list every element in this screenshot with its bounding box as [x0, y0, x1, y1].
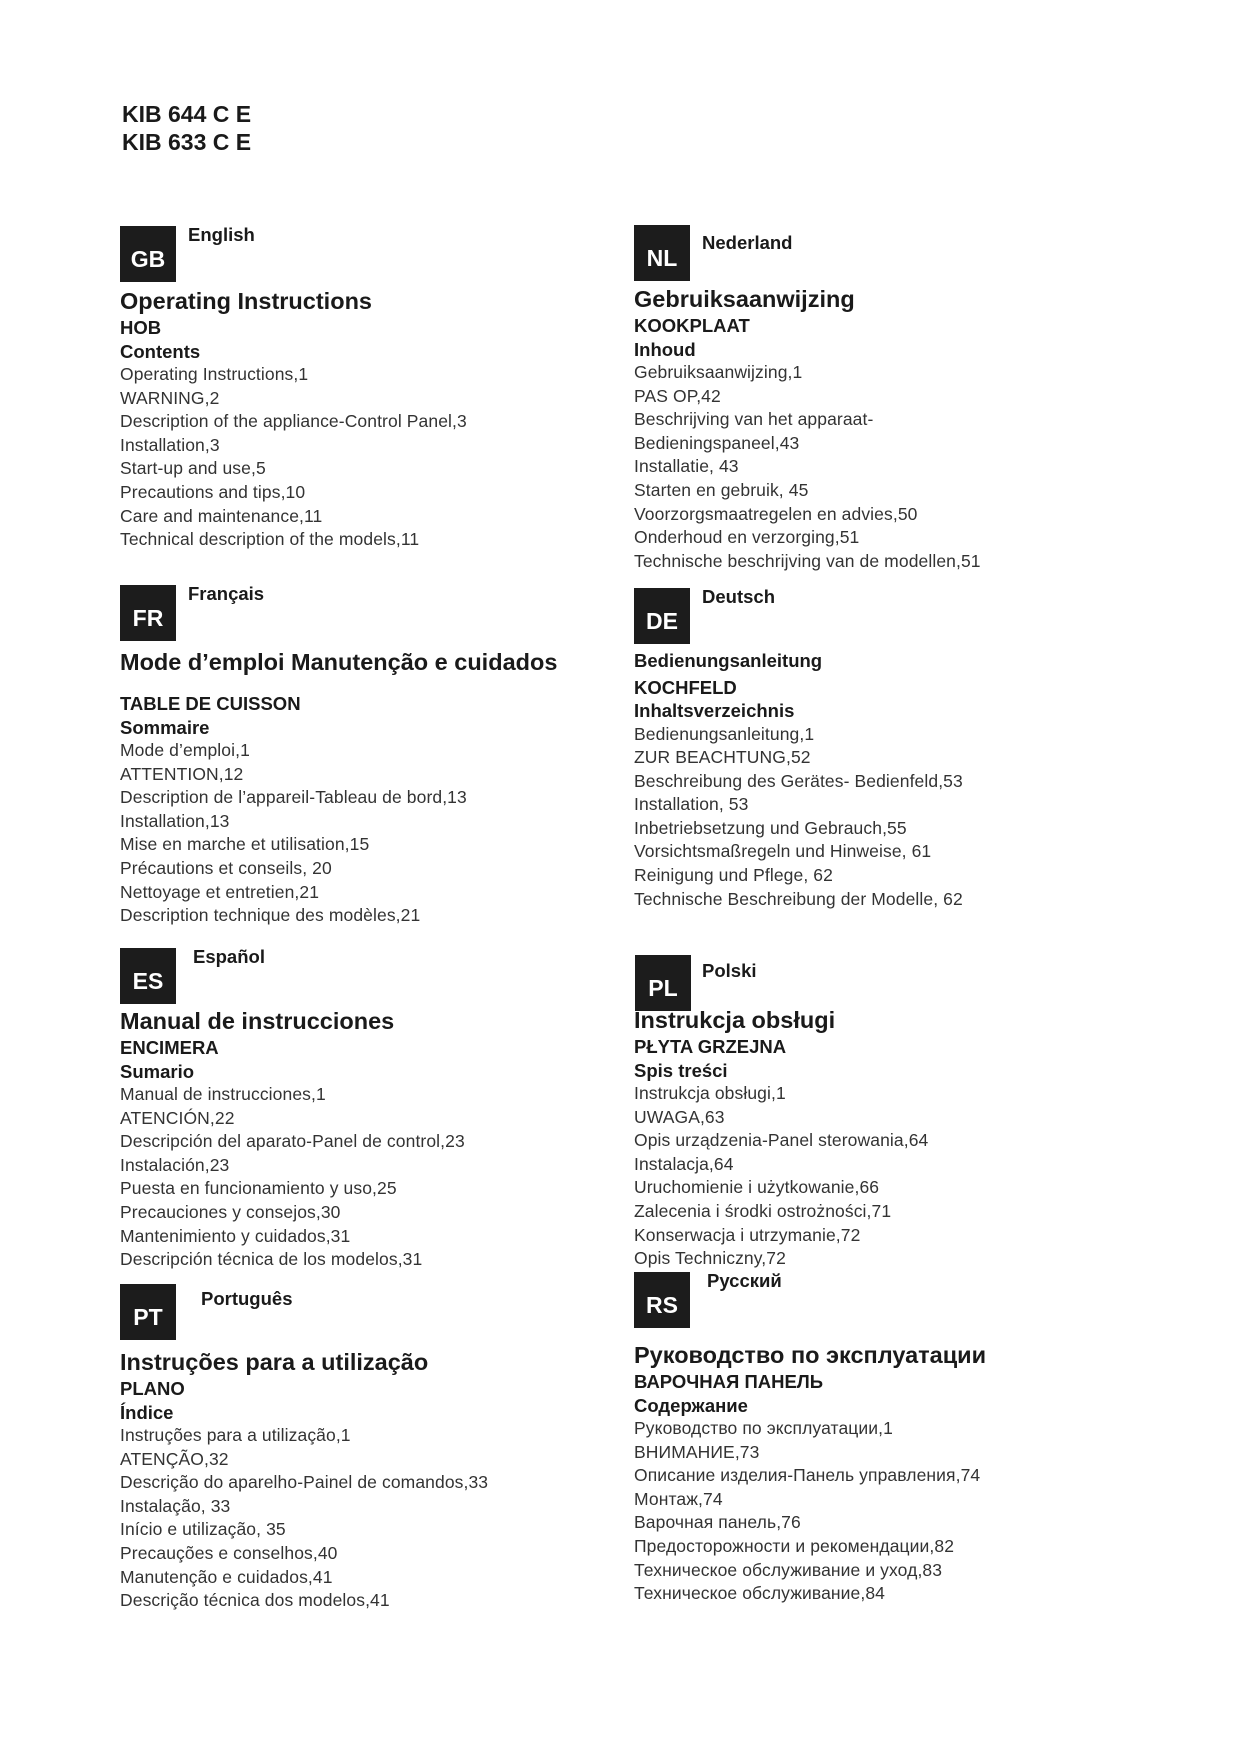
contents-entry: Instruções para a utilização,1: [120, 1425, 351, 1445]
contents-entry: PAS OP,42: [634, 385, 721, 406]
section-body: [120, 1006, 680, 1272]
contents-label: Sumario: [120, 1060, 195, 1082]
contents-entry: Instrukcja obsługi,1: [634, 1083, 786, 1103]
contents-entry: Instalación,23: [120, 1154, 230, 1175]
contents-entry: Installatie, 43: [634, 456, 739, 477]
contents-entry: Uruchomienie i użytkowanie,66: [634, 1177, 880, 1198]
contents-entry: Предосторожности и рекомендации,82: [634, 1535, 955, 1556]
contents-entry: ВНИМАНИЕ,73: [634, 1441, 760, 1462]
section-title: Mode d’emploi Manutenção e cuidados: [120, 649, 558, 675]
contents-entry: ATTENTION,12: [120, 763, 244, 784]
language-name: Deutsch: [702, 586, 775, 607]
contents-entry: Instalação, 33: [120, 1495, 231, 1516]
contents-entry: Descripción del aparato-Panel de control,23: [120, 1131, 465, 1152]
section-subtitle: ENCIMERA: [120, 1037, 219, 1058]
contents-entry: Installation,13: [120, 810, 230, 831]
section-subtitle: TABLE DE CUISSON: [120, 693, 301, 714]
language-code-badge: PL: [635, 955, 691, 1011]
contents-entry: Manutenção e cuidados,41: [120, 1566, 333, 1587]
contents-entry: Описание изделия-Панель управления,74: [634, 1465, 981, 1486]
contents-entry: Description de l’appareil-Tableau de bord,13: [120, 787, 467, 808]
contents-list: [634, 1417, 1194, 1606]
contents-entry: Beschreibung des Gerätes- Bedienfeld,53: [634, 770, 963, 791]
language-name: Português: [201, 1288, 293, 1309]
contents-entry: Bedieningspaneel,43: [634, 432, 800, 453]
contents-entry: Техническое обслуживание и уход,83: [634, 1559, 943, 1580]
contents-entry: Manual de instrucciones,1: [120, 1084, 326, 1104]
contents-entry: Precautions and tips,10: [120, 481, 306, 502]
contents-entry: Descrição técnica dos modelos,41: [120, 1590, 390, 1611]
contents-entry: Descrição do aparelho-Painel de comandos,33: [120, 1472, 489, 1493]
language-code-badge: ES: [120, 948, 176, 1004]
contents-entry: Beschrijving van het apparaat-: [634, 409, 874, 430]
contents-entry: Precauciones y consejos,30: [120, 1201, 341, 1222]
contents-entry: Descripción técnica de los modelos,31: [120, 1249, 423, 1270]
contents-entry: UWAGA,63: [634, 1106, 725, 1127]
contents-list: [634, 723, 1194, 912]
section-title: Gebruiksaanwijzing: [634, 286, 855, 312]
model-number: KIB 644 C E: [122, 101, 252, 127]
contents-entry: Technische Beschreibung der Modelle, 62: [634, 888, 963, 909]
contents-entry: Mantenimiento y cuidados,31: [120, 1225, 351, 1246]
contents-entry: Precauções e conselhos,40: [120, 1542, 338, 1563]
section-title: Instruções para a utilização: [120, 1349, 429, 1375]
contents-list: [120, 739, 680, 928]
section-body: [120, 286, 680, 552]
contents-entry: Technische beschrijving van de modellen,51: [634, 550, 981, 571]
language-name: Français: [188, 583, 265, 604]
contents-entry: Starten en gebruik, 45: [634, 479, 809, 500]
contents-entry: Gebruiksaanwijzing,1: [634, 362, 803, 382]
contents-entry: Opis Techniczny,72: [634, 1248, 786, 1269]
language-name: Polski: [702, 960, 757, 981]
contents-entry: Техническое обслуживание,84: [634, 1583, 886, 1604]
contents-entry: ATENCIÓN,22: [120, 1107, 235, 1128]
contents-entry: Puesta en funcionamiento y uso,25: [120, 1178, 397, 1199]
section-title: Bedienungsanleitung: [634, 650, 823, 671]
contents-entry: Onderhoud en verzorging,51: [634, 527, 860, 548]
contents-entry: Mode d’emploi,1: [120, 740, 250, 760]
language-code-badge: PT: [120, 1284, 176, 1340]
section-body: [634, 1340, 1194, 1606]
contents-entry: Description of the appliance-Control Panel,3: [120, 411, 467, 432]
contents-list: [120, 363, 680, 552]
language-name: Русский: [707, 1270, 782, 1291]
contents-label: Spis treści: [634, 1059, 728, 1081]
contents-entry: Installation,3: [120, 434, 220, 455]
language-code-badge: DE: [634, 588, 690, 644]
contents-entry: Início e utilização, 35: [120, 1519, 286, 1540]
section-subtitle: KOOKPLAAT: [634, 315, 750, 336]
model-number: KIB 633 C E: [122, 129, 252, 155]
model-numbers: [122, 100, 251, 156]
contents-list: [120, 1424, 680, 1613]
section-subtitle: HOB: [120, 317, 162, 338]
contents-label: Inhaltsverzeichnis: [634, 700, 795, 721]
contents-list: [634, 361, 1194, 573]
language-code-badge: RS: [634, 1272, 690, 1328]
section-body: [120, 647, 680, 928]
section-subtitle: ВАРОЧНАЯ ПАНЕЛЬ: [634, 1371, 824, 1392]
contents-entry: Installation, 53: [634, 794, 749, 815]
contents-label: Índice: [120, 1401, 174, 1423]
contents-entry: Mise en marche et utilisation,15: [120, 834, 370, 855]
contents-list: [120, 1083, 680, 1272]
contents-list: [634, 1082, 1194, 1271]
section-title: Manual de instrucciones: [120, 1008, 395, 1034]
contents-entry: Operating Instructions,1: [120, 364, 309, 384]
contents-entry: Inbetriebsetzung und Gebrauch,55: [634, 817, 907, 838]
section-body: [634, 1005, 1194, 1271]
contents-entry: Voorzorgsmaatregelen en advies,50: [634, 503, 918, 524]
contents-entry: Précautions et conseils, 20: [120, 857, 332, 878]
contents-entry: Bedienungsanleitung,1: [634, 723, 815, 744]
section-body: [120, 1347, 680, 1613]
section-title: Руководство по эксплуатации: [634, 1342, 987, 1368]
section-body: [634, 649, 1194, 911]
contents-entry: Reinigung und Pflege, 62: [634, 865, 833, 886]
section-body: [634, 284, 1194, 573]
section-subtitle: PŁYTA GRZEJNA: [634, 1036, 787, 1057]
contents-entry: Монтаж,74: [634, 1488, 723, 1509]
contents-entry: Care and maintenance,11: [120, 505, 323, 526]
section-subtitle: PLANO: [120, 1378, 185, 1399]
contents-entry: Варочная панель,76: [634, 1512, 801, 1533]
section-subtitle: KOCHFELD: [634, 676, 737, 698]
language-code-badge: NL: [634, 225, 690, 281]
contents-entry: Opis urządzenia-Panel sterowania,64: [634, 1130, 929, 1151]
language-code-badge: GB: [120, 226, 176, 282]
contents-entry: Instalacja,64: [634, 1153, 734, 1174]
language-code-badge: FR: [120, 585, 176, 641]
contents-label: Sommaire: [120, 716, 210, 738]
contents-entry: ZUR BEACHTUNG,52: [634, 747, 811, 768]
contents-entry: Руководство по эксплуатации,1: [634, 1418, 893, 1438]
contents-entry: WARNING,2: [120, 387, 220, 408]
language-name: Nederland: [702, 232, 793, 253]
contents-label: Inhoud: [634, 338, 696, 360]
contents-entry: ATENÇÃO,32: [120, 1448, 229, 1469]
section-title: Operating Instructions: [120, 288, 372, 314]
language-name: Español: [193, 946, 265, 967]
contents-entry: Start-up and use,5: [120, 458, 266, 479]
contents-entry: Vorsichtsmaßregeln und Hinweise, 61: [634, 841, 932, 862]
contents-entry: Zalecenia i środki ostrożności,71: [634, 1200, 892, 1221]
contents-entry: Technical description of the models,11: [120, 529, 420, 550]
contents-label: Содержание: [634, 1394, 748, 1416]
contents-label: Contents: [120, 340, 201, 362]
section-title: Instrukcja obsługi: [634, 1007, 836, 1033]
contents-entry: Nettoyage et entretien,21: [120, 881, 320, 902]
language-name: English: [188, 224, 255, 245]
contents-entry: Description technique des modèles,21: [120, 905, 421, 926]
contents-entry: Konserwacja i utrzymanie,72: [634, 1224, 861, 1245]
